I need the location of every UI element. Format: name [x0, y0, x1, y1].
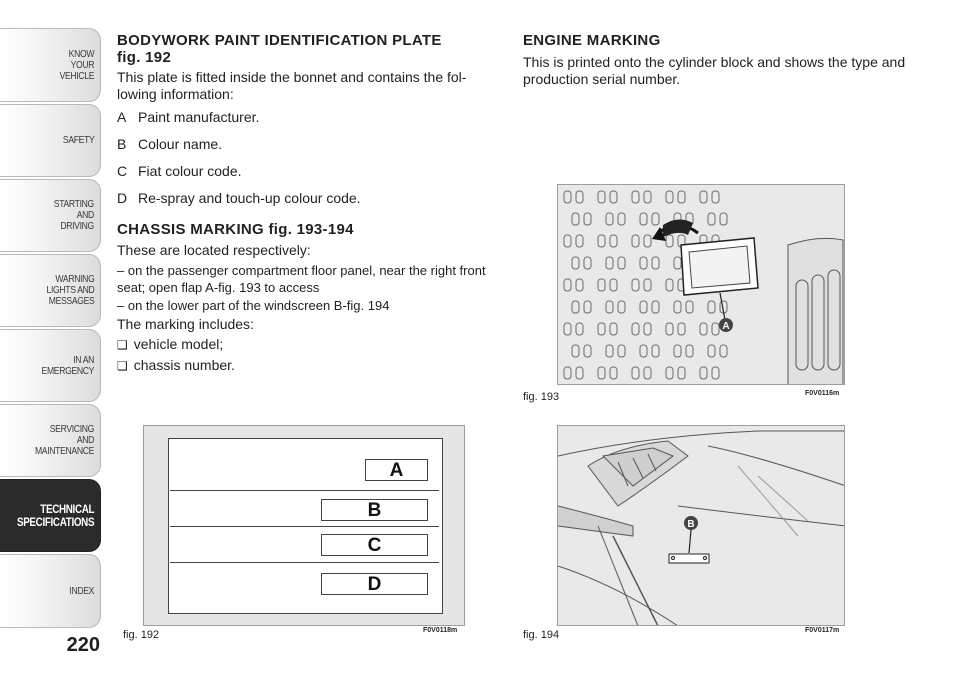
tab-in-an-emergency[interactable]: [0, 329, 101, 402]
includes-text: The marking includes:: [117, 316, 254, 332]
tab-safety[interactable]: [0, 104, 101, 177]
info-list: [117, 109, 501, 207]
figure-code: F0V0116m: [805, 390, 840, 397]
figure-192-paint-plate: [143, 425, 465, 626]
figure-code: F0V0117m: [805, 627, 840, 634]
intro-text: This plate is fitted inside the bonnet and contains the fol-lowing information:: [117, 69, 467, 102]
item-letter: D: [117, 190, 128, 206]
plate-label-c: C: [321, 534, 428, 556]
plate-divider: [170, 562, 439, 563]
tab-starting-and-driving[interactable]: [0, 179, 101, 252]
list-item: [117, 136, 501, 153]
item-text: Paint manufacturer.: [138, 109, 260, 125]
tab-know-your-vehicle[interactable]: [0, 28, 101, 102]
item-letter: C: [117, 163, 128, 179]
marker-b: B: [687, 519, 695, 530]
location-2: – on the lower part of the windscreen B-fig. 194: [117, 298, 390, 313]
tab-label: KNOW YOUR VEHICLE: [59, 47, 94, 82]
heading-paint-plate: BODYWORK PAINT IDENTIFICATION PLATE fig. 192: [117, 32, 442, 66]
tab-technical-specifications[interactable]: [0, 479, 101, 552]
plate-divider: [170, 490, 439, 491]
item-letter: B: [117, 136, 127, 152]
check-item: ❑ vehicle model;: [117, 336, 501, 354]
tab-label: IN AN EMERGENCY: [41, 353, 94, 377]
tab-servicing[interactable]: [0, 404, 101, 477]
tab-label: SERVICING AND MAINTENANCE: [34, 423, 94, 457]
plate-label-d: D: [321, 573, 428, 595]
left-column: [117, 32, 501, 375]
figure-code: F0V0118m: [423, 627, 458, 634]
tab-warning-lights[interactable]: [0, 254, 101, 327]
list-item: [117, 190, 501, 207]
figure-caption: fig. 194: [523, 629, 560, 641]
plate-divider: [170, 526, 439, 527]
tab-label: SAFETY: [62, 134, 94, 146]
list-item: [117, 163, 501, 180]
figure-caption: fig. 193: [523, 391, 560, 403]
plate-label-a: A: [365, 459, 428, 481]
page-number: 220: [66, 634, 100, 656]
item-text: Fiat colour code.: [138, 163, 242, 179]
item-text: Colour name.: [138, 136, 223, 152]
item-text: Re-spray and touch-up colour code.: [138, 190, 361, 206]
location-1: – on the passenger compartment floor panel, near the right front seat; open flap A-fig. 193 to access: [117, 263, 486, 295]
located-text: These are located respectively:: [117, 242, 311, 258]
tab-index[interactable]: [0, 554, 101, 628]
tab-label: TECHNICAL SPECIFICATIONS: [16, 501, 94, 529]
list-item: [117, 109, 501, 126]
floor-panel-illustration: [558, 185, 845, 385]
tab-label: INDEX: [69, 584, 94, 597]
marker-a: A: [722, 321, 730, 332]
figure-caption: fig. 192: [123, 629, 160, 641]
figure-193-floor-panel: [557, 184, 845, 385]
heading-chassis-marking: CHASSIS MARKING fig. 193-194: [117, 221, 354, 238]
engine-text: This is printed onto the cylinder block and shows the type and production serial number.: [523, 54, 906, 87]
right-column: [523, 32, 923, 88]
tab-label: STARTING AND DRIVING: [53, 198, 94, 232]
item-letter: A: [117, 109, 127, 125]
figure-194-windscreen: [557, 425, 845, 626]
tab-label: WARNING LIGHTS AND MESSAGES: [46, 273, 94, 307]
windscreen-illustration: [558, 426, 845, 626]
heading-engine-marking: ENGINE MARKING: [523, 32, 661, 49]
plate-label-b: B: [321, 499, 428, 521]
check-item: ❑ chassis number.: [117, 357, 501, 375]
